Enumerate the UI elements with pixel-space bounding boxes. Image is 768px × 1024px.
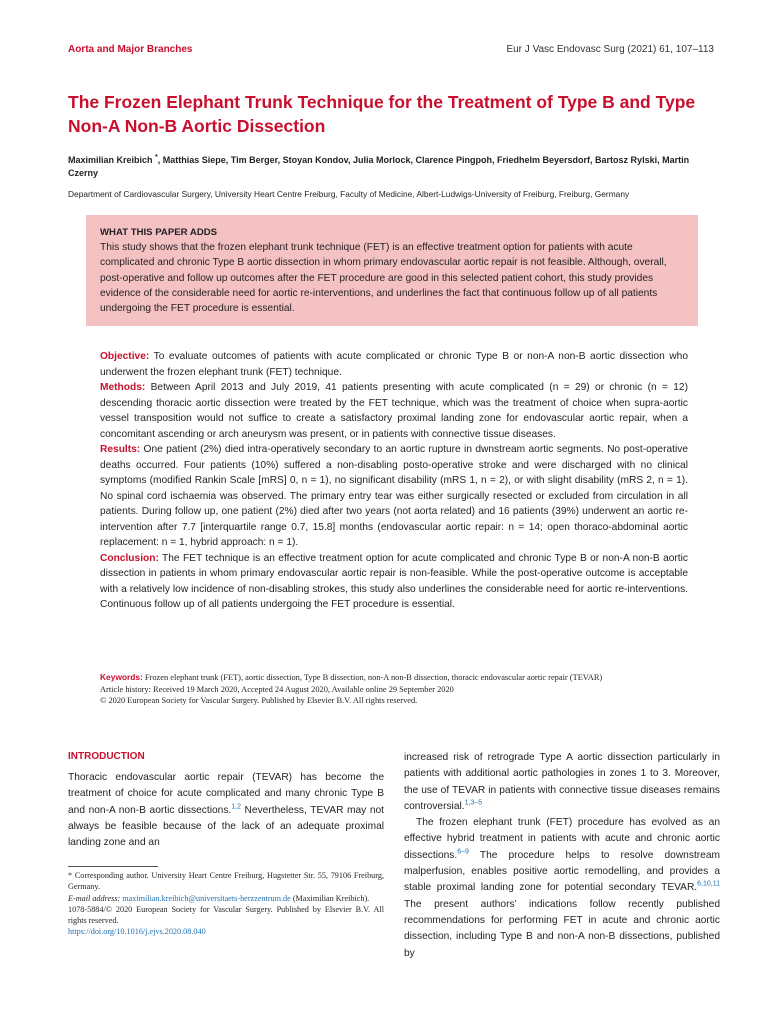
methods-text: Between April 2013 and July 2019, 41 patients presenting with acute complicated (n = 29) or chronic (n = 12) descending thoracic aortic dissection were treated by the FET technique, which was the treatment of choice when supra-aortic vessel transposition would not suffice to create a satisfactory proximal landing zone for endovascular aortic repair, when a concomitant ascending or arch aneurysm was present, or in patients with connective tissue diseases. xyxy=(100,382,688,440)
intro-paragraph-1 xyxy=(68,770,384,851)
author-list xyxy=(68,154,708,180)
objective-label: Objective: xyxy=(100,351,150,362)
reference-link[interactable]: 6–9 xyxy=(457,848,469,856)
intro-text: The present authors’ indications follow recently published recommendations for performing FET in acute and chronic aortic dissection, including Type B and non-A non-B dissections, published by xyxy=(404,898,720,959)
co-authors: , Matthias Siepe, Tim Berger, Stoyan Kondov, Julia Morlock, Clarence Pingpoh, Friedhelm Beyersdorf, Bartosz Rylski, Martin Czerny xyxy=(68,155,690,178)
body-column-left xyxy=(68,750,384,851)
corresponding-author-mark[interactable]: * xyxy=(155,154,158,161)
corresponding-author-note: * Corresponding author. University Heart Centre Freiburg, Hugstetter Str. 55, 79106 Freiburg, Germany. xyxy=(68,871,384,892)
what-this-paper-adds-text: This study shows that the frozen elephant trunk technique (FET) is an effective treatment option for patients with acute complicated and chronic Type B aortic dissection in whom primary endovascular aortic repair is not feasible. Although, overall, post-operative and follow up outcomes after the FET procedure are good in this selected patient cohort, this study provides evidence of the considerable need for aortic re-interventions, and underlines the fact that continuous follow up of all patients undergoing the FET procedure is essential. xyxy=(100,242,667,315)
intro-text: increased risk of retrograde Type A aortic dissection particularly in patients with additional aortic pathologies in zones 1 to 3. Moreover, the use of TEVAR in patients with connective tissue diseases remains controversial. xyxy=(404,752,720,812)
results-label: Results: xyxy=(100,444,141,455)
body-column-right xyxy=(404,750,720,962)
what-this-paper-adds-heading: WHAT THIS PAPER ADDS xyxy=(100,227,218,238)
keywords-block xyxy=(100,672,700,707)
article-history: Article history: Received 19 March 2020, Accepted 24 August 2020, Available online 29 September 2020 xyxy=(100,684,454,694)
intro-text: Thoracic endovascular aortic repair (TEVAR) has become the treatment of choice for acute complicated and many chronic Type B and non-A non-B aortic dissections. xyxy=(68,772,384,816)
journal-citation: Eur J Vasc Endovasc Surg (2021) 61, 107–113 xyxy=(506,44,714,55)
email-label: E-mail address: xyxy=(68,893,121,903)
conclusion-text: The FET technique is an effective treatment option for acute complicated and chronic Type B or non-A non-B aortic dissection in patients in whom primary endovascular aortic repair is non-feasible. While the post-operative outcome is acceptable with a relatively low incidence of non-disabling strokes, this study also underlines the considerable need for aortic re-interventions. Continuous follow up of all patients undergoing the FET procedure is essential. xyxy=(100,552,688,610)
what-this-paper-adds-box xyxy=(86,215,698,326)
doi-link[interactable]: https://doi.org/10.1016/j.ejvs.2020.08.040 xyxy=(68,927,206,937)
introduction-heading: INTRODUCTION xyxy=(68,751,145,762)
intro-text: The frozen elephant trunk (FET) procedure has evolved as an effective hybrid treatment in patients with acute and chronic aortic dissections. xyxy=(404,817,720,861)
intro-paragraph-1-cont xyxy=(404,750,720,815)
footnote-divider xyxy=(68,866,158,867)
corresponding-author: Maximilian Kreibich xyxy=(68,155,153,165)
keywords-label: Keywords: xyxy=(100,672,143,682)
reference-link[interactable]: 1,2 xyxy=(231,803,241,811)
footnotes xyxy=(68,870,384,938)
intro-paragraph-2 xyxy=(404,815,720,962)
results-text: One patient (2%) died intra-operatively secondary to an aortic rupture in dwnstream aortic segments. No post-operative deaths occurred. Four patients (10%) suffered a non-disabling posto-operative stroke and were discharged with no clinical symptoms (modified Rankin Scale [mRS] 0, n = 1), no significant disability (mRS 1, n = 2), or with slight disability (mRS 2, n = 1). No spinal cord ischaemia was observed. The primary entry tear was either surgically resected or excluded from circulation in all patients. During follow up, one patient (2%) died after two years (not aorta related) and 16 patients (39%) underwent an aortic re-intervention after 7.7 [interquartile range 0.7, 15.8] months (endovascular aortic repair: n = 14; open thoraco-abdominal aortic replacement: n = 1, hybrid approach: n = 1). xyxy=(100,444,688,548)
article-title: The Frozen Elephant Trunk Technique for the Treatment of Type B and Type Non-A Non-B Aortic Dissection xyxy=(68,92,696,136)
keywords-line xyxy=(100,672,700,684)
abstract-results xyxy=(100,442,688,551)
abstract xyxy=(100,349,688,613)
methods-label: Methods: xyxy=(100,382,146,393)
keywords-text: Frozen elephant trunk (FET), aortic dissection, Type B dissection, non-A non-B dissection, thoracic endovascular aortic repair (TEVAR) xyxy=(142,673,603,682)
affiliation: Department of Cardiovascular Surgery, University Heart Centre Freiburg, Faculty of Medicine, Albert-Ludwigs-University of Freiburg, Freiburg, Germany xyxy=(68,189,630,199)
reference-link[interactable]: 1,3–5 xyxy=(464,799,483,807)
objective-text: To evaluate outcomes of patients with acute complicated or chronic Type B or non-A non-B aortic dissection who underwent the frozen elephant trunk (FET) technique. xyxy=(100,351,688,378)
issn-note: 1078-5884/© 2020 European Society for Vascular Surgery. Published by Elsevier B.V. All rights reserved. xyxy=(68,904,384,926)
email-note xyxy=(68,893,384,904)
abstract-objective xyxy=(100,349,688,380)
abstract-conclusion xyxy=(100,551,688,613)
intro-text: The procedure helps to resolve downstream malperfusion, enables positive aortic remodelling, and provides a stable proximal landing zone for potential secondary TEVAR. xyxy=(404,849,720,894)
journal-section-label: Aorta and Major Branches xyxy=(68,44,193,55)
copyright-notice: © 2020 European Society for Vascular Surgery. Published by Elsevier B.V. All rights reserved. xyxy=(100,696,418,705)
email-tail: (Maximilian Kreibich). xyxy=(290,893,370,903)
abstract-methods xyxy=(100,380,688,442)
intro-text: Nevertheless, TEVAR may not always be feasible because of the lack of an adequate proximal landing zone and an xyxy=(68,804,384,849)
email-link[interactable]: maximilian.kreibich@universitaets-herzzentrum.de xyxy=(122,893,291,903)
reference-link[interactable]: 6,10,11 xyxy=(697,880,720,888)
conclusion-label: Conclusion: xyxy=(100,552,159,564)
